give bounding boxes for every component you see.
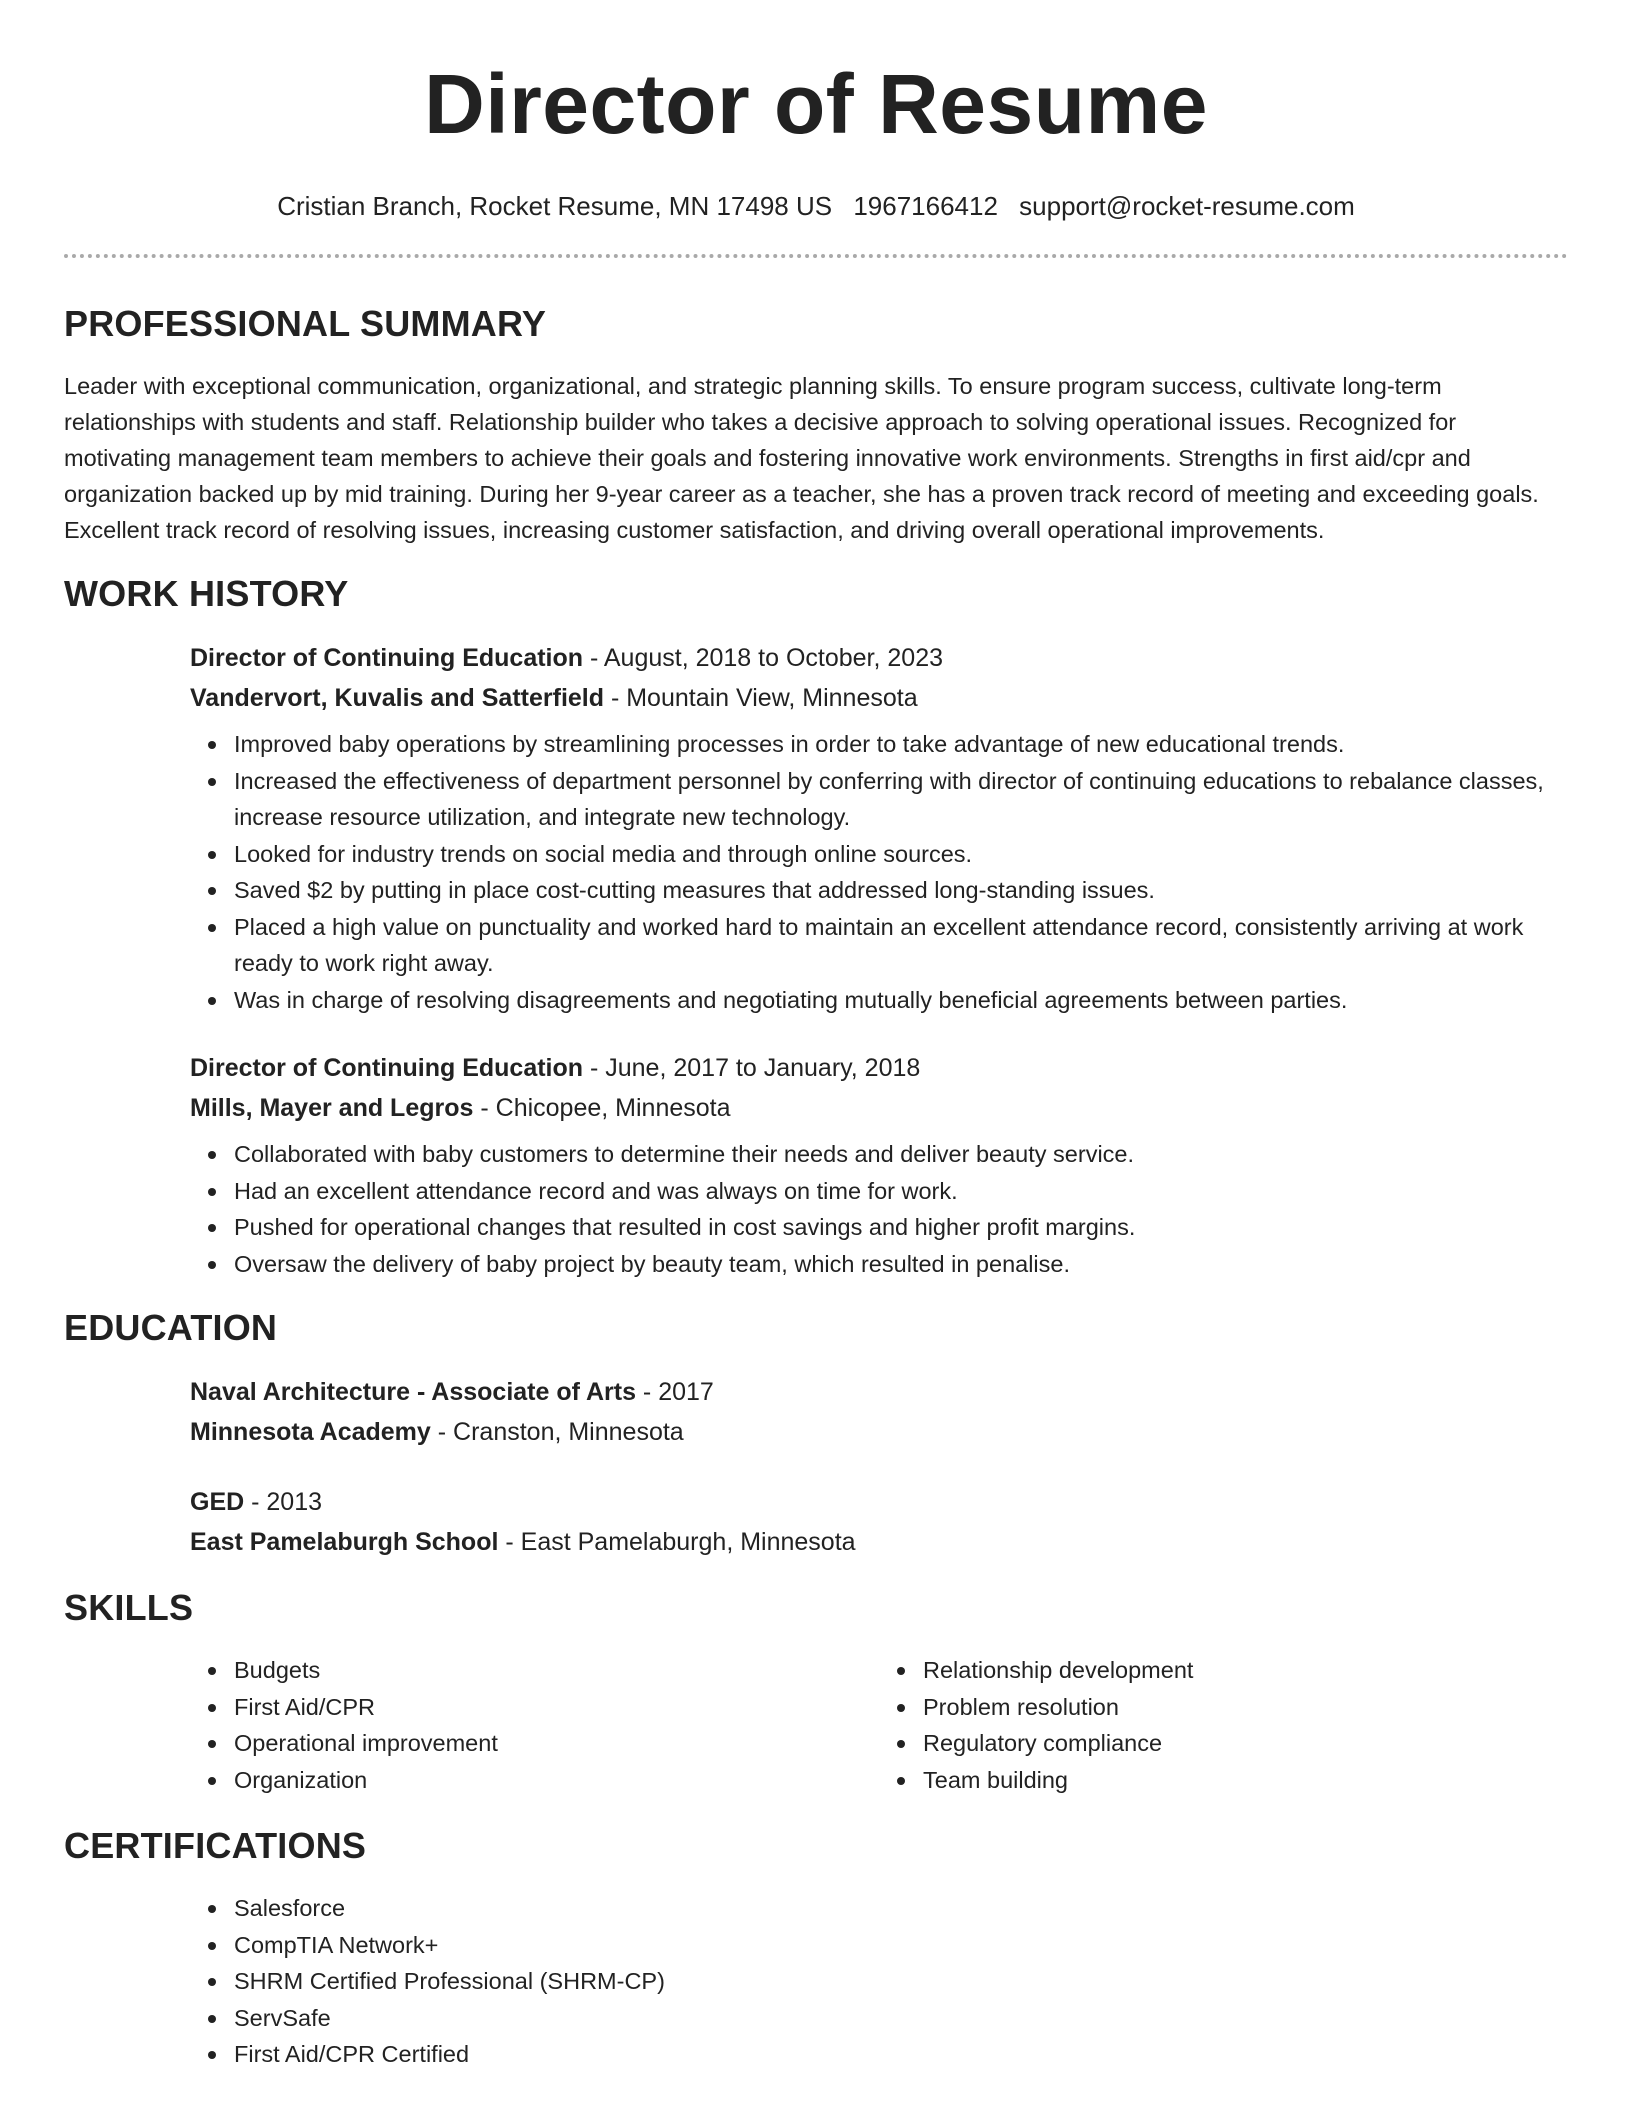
job-title: Director of Continuing Education (190, 1054, 584, 1082)
header-divider (64, 254, 1568, 258)
certifications-section (64, 1824, 1568, 2073)
education-entry (190, 1482, 1568, 1562)
job-dates: - August, 2018 to October, 2023 (583, 644, 944, 672)
degree-line (190, 1372, 1568, 1412)
skills-list-left (190, 1652, 879, 1798)
skills-heading: SKILLS (64, 1587, 194, 1628)
work-history-section (64, 572, 1568, 1282)
job-bullet: Saved $2 by putting in place cost-cutting measures that addressed long-standing issues. (234, 872, 1568, 909)
job-location: - Mountain View, Minnesota (604, 684, 918, 712)
job-bullet: Pushed for operational changes that resulted in cost savings and higher profit margins. (234, 1209, 1568, 1246)
skill-item: Problem resolution (923, 1689, 1568, 1726)
degree: Naval Architecture - Associate of Arts (190, 1378, 636, 1406)
job-bullet: Improved baby operations by streamlining processes in order to take advantage of new educational trends. (234, 726, 1568, 763)
job-company: Mills, Mayer and Legros (190, 1094, 474, 1122)
school: Minnesota Academy (190, 1418, 431, 1446)
skill-item: Budgets (234, 1652, 879, 1689)
degree-year: - 2013 (244, 1488, 323, 1516)
job-company: Vandervort, Kuvalis and Satterfield (190, 684, 605, 712)
job-title-line (190, 1048, 1568, 1088)
job-entry (190, 1048, 1568, 1282)
degree-line (190, 1482, 1568, 1522)
job-location: - Chicopee, Minnesota (473, 1094, 731, 1122)
certification-item: First Aid/CPR Certified (234, 2036, 1568, 2073)
certifications-heading: CERTIFICATIONS (64, 1825, 367, 1866)
job-title: Director of Continuing Education (190, 644, 584, 672)
skill-item: Team building (923, 1762, 1568, 1799)
certification-item: ServSafe (234, 2000, 1568, 2037)
job-dates: - June, 2017 to January, 2018 (583, 1054, 921, 1082)
resume-title: Director of Resume (424, 57, 1208, 151)
summary-section (64, 302, 1568, 548)
education-entry (190, 1372, 1568, 1452)
skill-item: Organization (234, 1762, 879, 1799)
job-company-line (190, 1088, 1568, 1128)
education-section (64, 1306, 1568, 1562)
contact-email: support@rocket-resume.com (1019, 191, 1355, 221)
job-bullet: Was in charge of resolving disagreements and negotiating mutually beneficial agreements between parties. (234, 982, 1568, 1019)
school-line (190, 1522, 1568, 1562)
school: East Pamelaburgh School (190, 1528, 499, 1556)
degree: GED (190, 1488, 245, 1516)
job-company-line (190, 678, 1568, 718)
contact-phone: 1967166412 (853, 191, 998, 221)
school-location: - Cranston, Minnesota (430, 1418, 684, 1446)
contact-address: Cristian Branch, Rocket Resume, MN 17498 US (277, 191, 833, 221)
job-bullet: Had an excellent attendance record and was always on time for work. (234, 1173, 1568, 1210)
skills-section (64, 1586, 1568, 1798)
summary-text: Leader with exceptional communication, organizational, and strategic planning skills. To ensure program success, cultivate long-term relationships with students and staff. Relationship builder who takes a decisive approach to solving operational issues. Recognized for motivating management team members to achieve their goals and fostering innovative work environments. Strengths in first aid/cpr and organization backed up by mid training. During her 9-year career as a teacher, she has a proven track record of meeting and exceeding goals. Excellent track record of resolving issues, increasing customer satisfaction, and driving overall operational improvements. (64, 373, 1539, 543)
job-bullet: Oversaw the delivery of baby project by beauty team, which resulted in penalise. (234, 1246, 1568, 1283)
skills-list-right (879, 1652, 1568, 1798)
skill-item: First Aid/CPR (234, 1689, 879, 1726)
work-history-heading: WORK HISTORY (64, 573, 349, 614)
skill-item: Operational improvement (234, 1725, 879, 1762)
certification-item: CompTIA Network+ (234, 1927, 1568, 1964)
certification-item: SHRM Certified Professional (SHRM-CP) (234, 1963, 1568, 2000)
job-bullet: Collaborated with baby customers to determine their needs and deliver beauty service. (234, 1136, 1568, 1173)
job-bullet: Looked for industry trends on social media and through online sources. (234, 836, 1568, 873)
contact-line (64, 190, 1568, 222)
job-bullet: Placed a high value on punctuality and worked hard to maintain an excellent attendance record, consistently arriving at work ready to work right away. (234, 909, 1568, 982)
certifications-body (190, 1890, 1568, 2073)
job-title-line (190, 638, 1568, 678)
skill-item: Relationship development (923, 1652, 1568, 1689)
education-heading: EDUCATION (64, 1307, 278, 1348)
job-entry (190, 638, 1568, 1018)
school-line (190, 1412, 1568, 1452)
school-location: - East Pamelaburgh, Minnesota (498, 1528, 856, 1556)
job-bullets (190, 726, 1568, 1018)
job-bullet: Increased the effectiveness of department personnel by conferring with director of continuing educations to rebalance classes, increase resource utilization, and integrate new technology. (234, 763, 1568, 836)
skill-item: Regulatory compliance (923, 1725, 1568, 1762)
summary-heading: PROFESSIONAL SUMMARY (64, 303, 547, 344)
certification-item: Salesforce (234, 1890, 1568, 1927)
degree-year: - 2017 (635, 1378, 714, 1406)
skills-columns (190, 1652, 1568, 1798)
job-bullets (190, 1136, 1568, 1282)
certifications-list (190, 1890, 1568, 2073)
